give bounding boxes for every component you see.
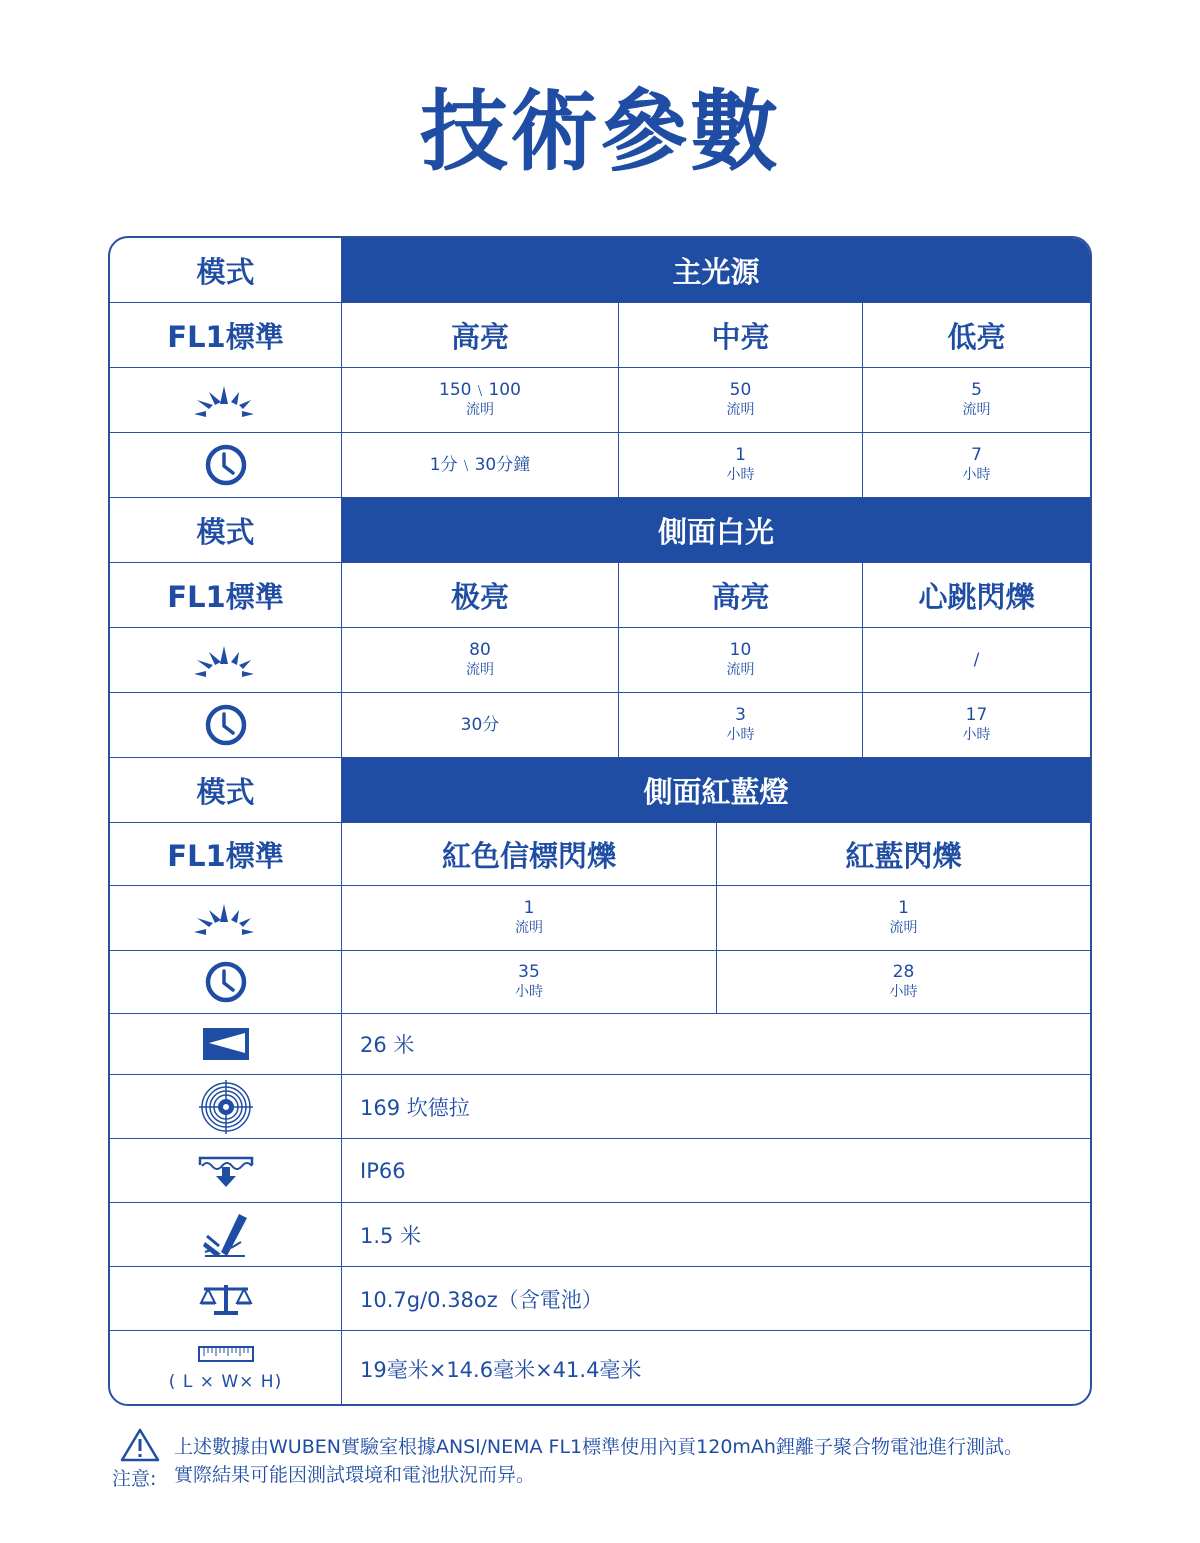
standard-row-main (110, 303, 1090, 368)
runtime-cell: 30分 (342, 693, 619, 757)
clock-icon (110, 693, 342, 757)
ruler-icon (198, 1346, 254, 1366)
standard-label: FL1標準 (110, 303, 342, 367)
runtime-cell: 1分﹨30分鐘 (342, 433, 619, 497)
runtime-row-side-redblue (110, 951, 1090, 1014)
impact-resistance-value: 1.5 米 (360, 1223, 422, 1248)
column-header: 低亮 (947, 319, 1006, 354)
dimensions-label: ( L × W× H) (168, 1371, 283, 1392)
mode-row-side-white (110, 498, 1090, 563)
column-header: 紅色信標閃爍 (342, 823, 717, 885)
lumen-icon (110, 628, 342, 692)
intensity-value: 169 坎德拉 (360, 1095, 470, 1120)
column-header: 高亮 (342, 303, 619, 367)
beam-distance-row (110, 1014, 1090, 1075)
warning-icon (120, 1428, 160, 1466)
runtime-cell: 7 小時 (962, 445, 991, 483)
column-header: 心跳閃爍 (918, 579, 1035, 614)
waterproof-icon (110, 1139, 342, 1202)
weight-value: 10.7g/0.38oz（含電池） (360, 1287, 603, 1312)
runtime-cell: 17 小時 (962, 705, 991, 743)
section-header-side-white: 側面白光 (342, 498, 1090, 562)
output-row-side-white (110, 628, 1090, 693)
column-header: 高亮 (619, 563, 863, 627)
mode-label: 模式 (110, 758, 342, 822)
mode-row-side-redblue (110, 758, 1090, 823)
output-cell: 1 流明 (342, 886, 717, 950)
mode-row-main (110, 238, 1090, 303)
beam-distance-value: 26 米 (360, 1033, 415, 1057)
standard-row-side-redblue (110, 823, 1090, 886)
scale-icon (110, 1267, 342, 1330)
lumen-icon (110, 368, 342, 432)
output-row-side-redblue (110, 886, 1090, 951)
section-header-side-redblue: 側面紅藍燈 (342, 758, 1090, 822)
standard-row-side-white (110, 563, 1090, 628)
standard-label: FL1標準 (110, 823, 342, 885)
note-label: 注意: (112, 1468, 157, 1490)
output-cell: 80 流明 (342, 628, 619, 692)
page-title: 技術參數 (419, 80, 780, 183)
output-cell: 5 流明 (962, 380, 991, 418)
note-line-2: 實際結果可能因測試環境和電池狀況而异。 (174, 1464, 536, 1486)
footnote (112, 1428, 1112, 1498)
output-row-main (110, 368, 1090, 433)
spec-table (108, 236, 1092, 1406)
runtime-cell: 1 小時 (619, 433, 863, 497)
impact-icon (110, 1203, 342, 1266)
note-line-1: 上述數據由WUBEN實驗室根據ANSl/NEMA FL1標準使用內貢120mAh鋰離子聚合物電池進行測試。 (174, 1436, 1023, 1458)
standard-label: FL1標準 (110, 563, 342, 627)
runtime-cell: 35 小時 (342, 951, 717, 1013)
dimensions-row (110, 1331, 1090, 1406)
output-cell: 150﹨100 流明 (342, 368, 619, 432)
output-cell: / (973, 649, 980, 670)
lumen-icon (110, 886, 342, 950)
runtime-cell: 3 小時 (619, 693, 863, 757)
clock-icon (110, 951, 342, 1013)
output-cell: 10 流明 (619, 628, 863, 692)
intensity-row (110, 1075, 1090, 1139)
runtime-row-side-white (110, 693, 1090, 758)
water-resistance-row (110, 1139, 1090, 1203)
mode-label: 模式 (110, 238, 342, 302)
output-cell: 1 流明 (889, 898, 918, 936)
mode-label: 模式 (110, 498, 342, 562)
water-resistance-value: IP66 (360, 1158, 406, 1183)
beam-distance-icon (110, 1014, 342, 1074)
runtime-row-main (110, 433, 1090, 498)
impact-resistance-row (110, 1203, 1090, 1267)
column-header: 极亮 (342, 563, 619, 627)
clock-icon (110, 433, 342, 497)
section-header-main-light: 主光源 (342, 238, 1090, 302)
column-header: 紅藍閃爍 (845, 838, 962, 873)
column-header: 中亮 (619, 303, 863, 367)
dimensions-value: 19毫米×14.6毫米×41.4毫米 (360, 1357, 642, 1382)
output-cell: 50 流明 (619, 368, 863, 432)
runtime-cell: 28 小時 (889, 962, 918, 1000)
weight-row (110, 1267, 1090, 1331)
target-icon (110, 1075, 342, 1138)
